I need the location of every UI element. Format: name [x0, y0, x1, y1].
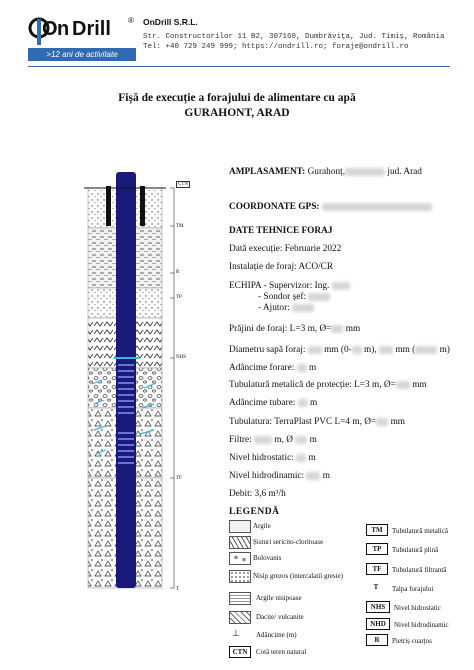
- legend-label-nhs: Nivel hidrostatic: [394, 604, 441, 612]
- label-tp: TP: [176, 295, 182, 300]
- company-name: OnDrill S.R.L.: [143, 17, 198, 27]
- data-executie: Dată execuție: Februarie 2022: [229, 244, 342, 254]
- label-r: R: [176, 270, 180, 275]
- instalatie: Instalație de foraj: ACO/CR: [229, 262, 334, 272]
- echipa-ajutor: - Ajutor:: [258, 303, 314, 313]
- logo-registered: ®: [128, 16, 134, 25]
- label-t: T: [176, 587, 180, 592]
- legend-label-tf: Tubulatură filtrantă: [392, 566, 447, 574]
- adancime-tubare: Adâncime tubare: m: [229, 398, 318, 408]
- nivel-hidrostatic: Nivel hidrostatic: m: [229, 453, 316, 463]
- legend-code-nhd: NHD: [366, 618, 390, 630]
- tubulatura-metalica: Tubulatură metalică de protecție: L=3 m, Ø= mm: [229, 380, 427, 390]
- legend-swatch-argile-nisipoase: [229, 592, 251, 605]
- legend-swatch-bolovanis: [229, 552, 251, 565]
- label-tf: TF: [176, 476, 182, 481]
- label-tm: TM: [176, 224, 184, 229]
- legend-label-argile-nisipoase: Argile nisipoase: [256, 594, 302, 602]
- depth-marker-icon: ⊥: [232, 628, 240, 638]
- legend-label-r: Pietriș cuarțos: [392, 637, 432, 645]
- nivel-hidrodinamic: Nivel hidrodinamic: m: [229, 471, 331, 481]
- legend-swatch-sisturi: [229, 536, 251, 549]
- label-ctn: CTN: [178, 182, 188, 187]
- company-contact[interactable]: Tel: +40 729 249 999; https://ondrill.ro; foraje@ondrill.ro: [143, 43, 409, 51]
- legend-swatch-nisip: [229, 570, 251, 583]
- legend-label-sisturi: Șisturi sericito-cloritoase: [253, 538, 324, 546]
- legend-code-tm: TM: [366, 524, 388, 536]
- legend-label-bolovanis: Bolovanis: [253, 554, 282, 562]
- legend-label-adancime: Adâncime (m): [256, 631, 297, 639]
- document-title: Fișă de execuție a forajului de alimentare cu apă: [118, 92, 356, 104]
- echipa-supervizor: ECHIPA - Supervizor: Ing.: [229, 281, 350, 291]
- debit: Debit: 3,6 m³/h: [229, 489, 286, 499]
- date-tehnice-heading: DATE TEHNICE FORAJ: [229, 226, 333, 236]
- legend-code-ctn: CTN: [229, 646, 251, 658]
- legend-code-t: T: [373, 583, 379, 591]
- logo-text-on: On: [42, 18, 69, 40]
- legend-swatch-dacite: [229, 611, 251, 624]
- legend-label-tp: Tubulatură plină: [392, 546, 439, 554]
- filtre: Filtre: m, Ø m: [229, 435, 317, 445]
- legend-swatch-argile: [229, 520, 251, 533]
- prajini-foraj: Prăjini de foraj: L=3 m, Ø= mm: [229, 324, 361, 334]
- coordonate-row: COORDONATE GPS:: [229, 202, 432, 212]
- logo-tagline: >12 ani de activitate: [28, 48, 136, 61]
- legend-label-nhd: Nivel hidrodinamic: [394, 621, 449, 629]
- diametru-sapa: Diametru sapă foraj: mm (0- m), mm ( m): [229, 345, 450, 355]
- header-divider: [28, 66, 450, 67]
- echipa-sondor: - Sondor șef:: [258, 292, 330, 302]
- company-logo: [28, 14, 136, 64]
- legend-title: LEGENDĂ: [229, 507, 280, 517]
- legend-label-t: Talpa forajului: [392, 585, 434, 593]
- company-address: Str. Constructorilor 11 B2, 307160, Dumbrăvița, Jud. Timiș, România: [143, 33, 445, 41]
- legend-label-nisip: Nisip grezos (intercalatii gresie): [253, 572, 343, 580]
- label-nhs: NHS: [176, 355, 187, 360]
- amplasament-row: AMPLASAMENT: Gurahonț, jud. Arad: [229, 167, 422, 177]
- legend-code-nhs: NHS: [366, 601, 390, 613]
- legend-label-argile: Argile: [253, 522, 271, 530]
- legend-label-tm: Tubulatură metalică: [392, 527, 448, 535]
- logo-text-drill: Drill: [72, 18, 111, 40]
- legend-label-ctn: Cotă teren natural: [256, 648, 307, 656]
- document-subtitle: GURAHONT, ARAD: [184, 107, 290, 119]
- legend-code-tf: TF: [366, 563, 388, 575]
- legend-code-r: R: [366, 634, 388, 646]
- legend-label-dacite: Dacite/ vulcanite: [256, 613, 304, 621]
- well-diagram: [84, 168, 186, 600]
- legend-code-tp: TP: [366, 543, 388, 555]
- tubulatura-pvc: Tubulatura: TerraPlast PVC L=4 m, Ø= mm: [229, 417, 406, 427]
- adancime-forare: Adâncime forare: m: [229, 363, 317, 373]
